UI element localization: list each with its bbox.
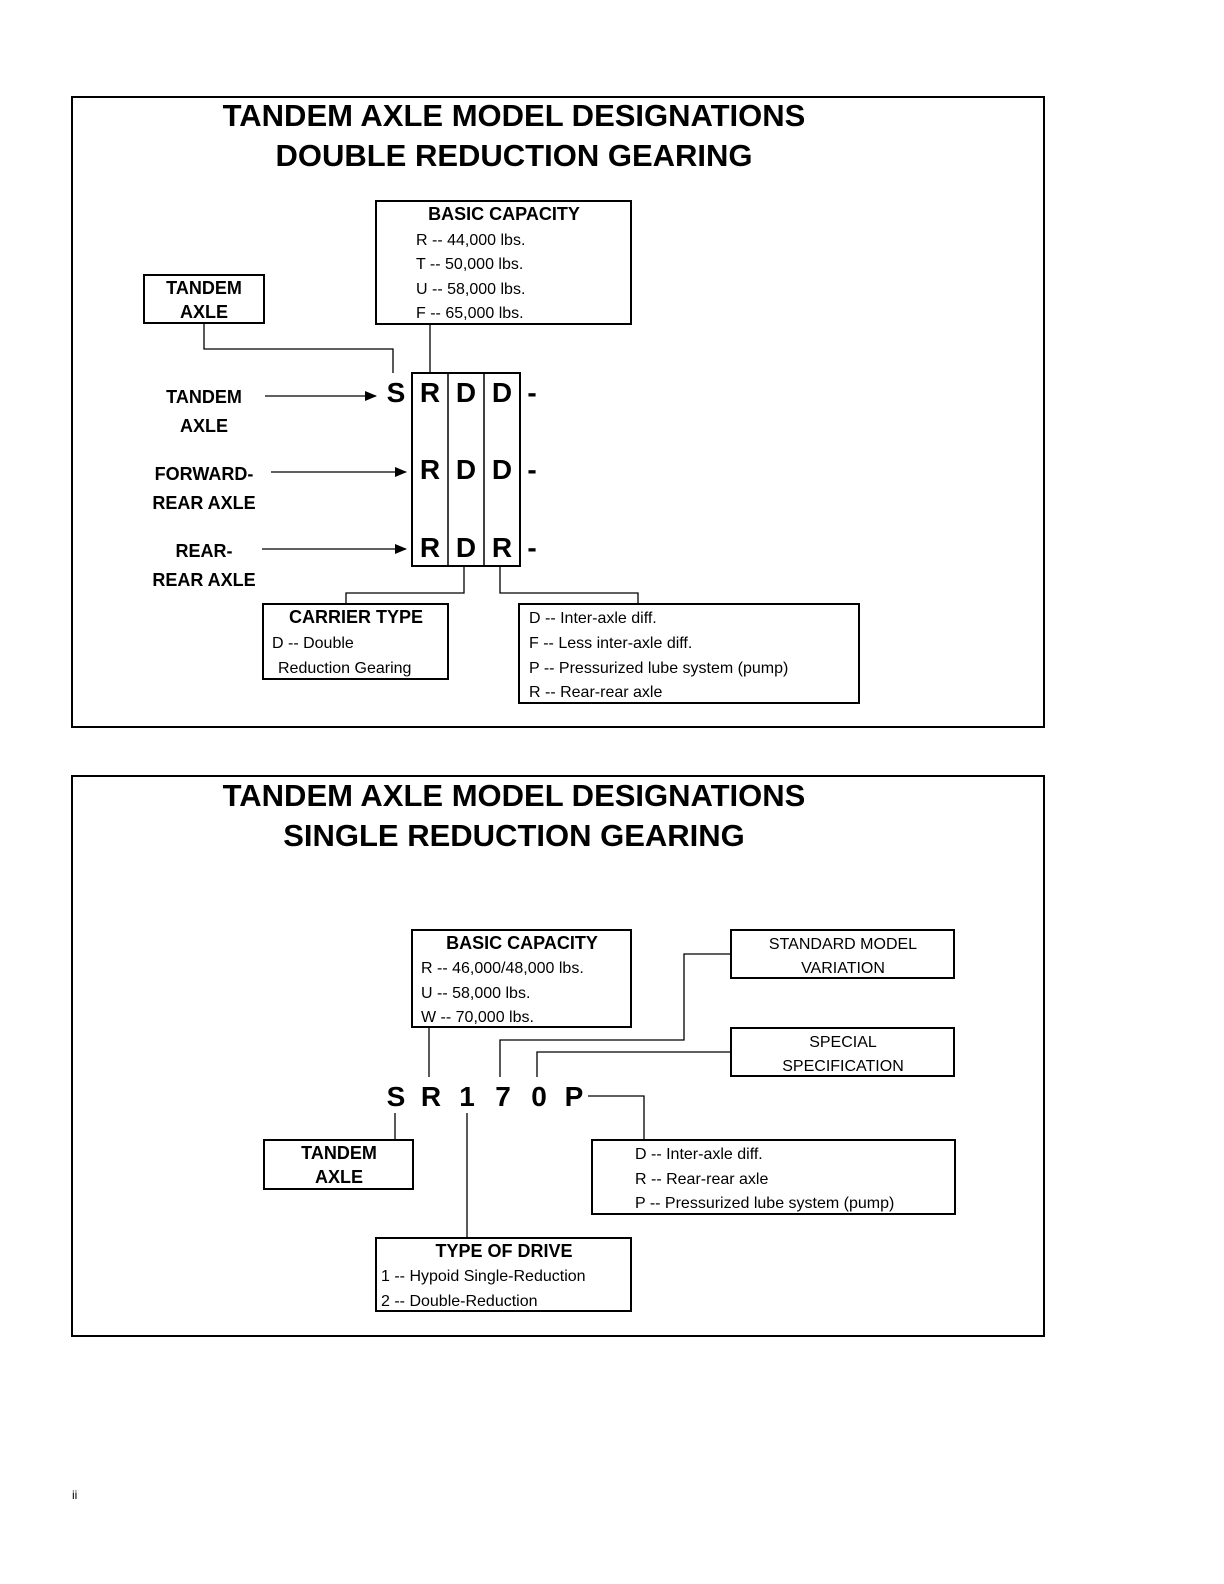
capacity-item: T -- 50,000 lbs.: [416, 256, 524, 273]
svg-text:Reduction Gearing: Reduction Gearing: [278, 660, 412, 677]
carrier-type-box: [263, 604, 448, 679]
options-box: [519, 604, 859, 703]
option-item: P -- Pressurized lube system (pump): [635, 1195, 895, 1212]
carrier-type-heading: CARRIER TYPE: [288, 607, 424, 627]
capacity-item: U -- 58,000 lbs.: [416, 281, 526, 298]
double-reduction-panel: [72, 97, 1044, 727]
standard-model-box: [731, 930, 954, 978]
row-label: FORWARD-: [154, 464, 254, 484]
svg-text:AXLE: AXLE: [314, 1167, 364, 1187]
code-letter: D: [455, 377, 477, 408]
connector-line: [537, 1052, 731, 1077]
code-letter: D: [491, 454, 513, 485]
code-letter: R: [419, 377, 441, 408]
code-dash: -: [527, 454, 537, 485]
code-letter: 7: [495, 1081, 511, 1112]
svg-text:AXLE: AXLE: [179, 302, 229, 322]
panel-frame: [72, 97, 1044, 727]
connector-line: [588, 1096, 644, 1140]
code-letter: R: [419, 454, 441, 485]
option-item: D -- Inter-axle diff.: [529, 610, 657, 627]
svg-text:STANDARD MODEL: STANDARD MODEL: [768, 936, 918, 953]
code-letter: 0: [531, 1081, 547, 1112]
tandem-axle-box: [144, 275, 264, 323]
basic-capacity-box: [376, 201, 631, 324]
type-of-drive-box: [376, 1238, 631, 1311]
basic-capacity-heading: BASIC CAPACITY: [428, 204, 580, 224]
panel-subtitle: DOUBLE REDUCTION GEARING: [275, 138, 753, 173]
code-letter: S: [386, 1081, 406, 1112]
basic-capacity-box: [412, 930, 631, 1027]
code-letter: D: [455, 532, 477, 563]
option-item: D -- Inter-axle diff.: [635, 1146, 763, 1163]
code-letter: P: [564, 1081, 584, 1112]
connector-line: [204, 323, 393, 373]
connector-line: [500, 566, 638, 604]
code-letter: R: [419, 532, 441, 563]
drive-item: 1 -- Hypoid Single-Reduction: [381, 1268, 586, 1285]
svg-text:TANDEM: TANDEM: [301, 1143, 377, 1163]
code-letter: R: [491, 532, 513, 563]
row-label: REAR AXLE: [152, 570, 256, 590]
code-dash: -: [527, 377, 537, 408]
code-letter: D: [455, 454, 477, 485]
code-letter: D: [491, 377, 513, 408]
option-item: P -- Pressurized lube system (pump): [529, 660, 789, 677]
code-letter: 1: [459, 1081, 475, 1112]
code-row-tandem: [387, 377, 537, 408]
svg-text:D -- Double: D -- Double: [272, 635, 354, 652]
panel-title: TANDEM AXLE MODEL DESIGNATIONS: [222, 778, 806, 813]
connector-line: [346, 566, 464, 604]
panel-title: TANDEM AXLE MODEL DESIGNATIONS: [222, 98, 806, 133]
type-of-drive-heading: TYPE OF DRIVE: [435, 1241, 573, 1261]
row-label: AXLE: [179, 416, 229, 436]
basic-capacity-heading: BASIC CAPACITY: [446, 933, 598, 953]
svg-text:SPECIFICATION: SPECIFICATION: [782, 1058, 904, 1075]
tandem-axle-box: [264, 1140, 413, 1189]
row-label: REAR-: [175, 541, 233, 561]
panel-subtitle: SINGLE REDUCTION GEARING: [283, 818, 745, 853]
option-item: R -- Rear-rear axle: [635, 1171, 769, 1188]
capacity-item: R -- 46,000/48,000 lbs.: [421, 960, 584, 977]
code-letter: S: [386, 377, 406, 408]
code-dash: -: [527, 532, 537, 563]
svg-text:TANDEM: TANDEM: [166, 278, 242, 298]
model-code: [387, 1081, 584, 1112]
capacity-item: F -- 65,000 lbs.: [416, 305, 524, 322]
svg-text:SPECIAL: SPECIAL: [809, 1034, 877, 1051]
options-box: [592, 1140, 955, 1214]
single-reduction-panel: [72, 776, 1044, 1336]
row-label: REAR AXLE: [152, 493, 256, 513]
capacity-item: W -- 70,000 lbs.: [421, 1009, 534, 1026]
page-number: ii: [72, 1488, 78, 1502]
capacity-item: U -- 58,000 lbs.: [421, 985, 531, 1002]
drive-item: 2 -- Double-Reduction: [381, 1293, 538, 1310]
option-item: F -- Less inter-axle diff.: [529, 635, 693, 652]
option-item: R -- Rear-rear axle: [529, 684, 663, 701]
row-label: TANDEM: [166, 387, 242, 407]
svg-text:VARIATION: VARIATION: [801, 960, 885, 977]
code-letter: R: [420, 1081, 442, 1112]
capacity-item: R -- 44,000 lbs.: [416, 232, 526, 249]
special-spec-box: [731, 1028, 954, 1076]
